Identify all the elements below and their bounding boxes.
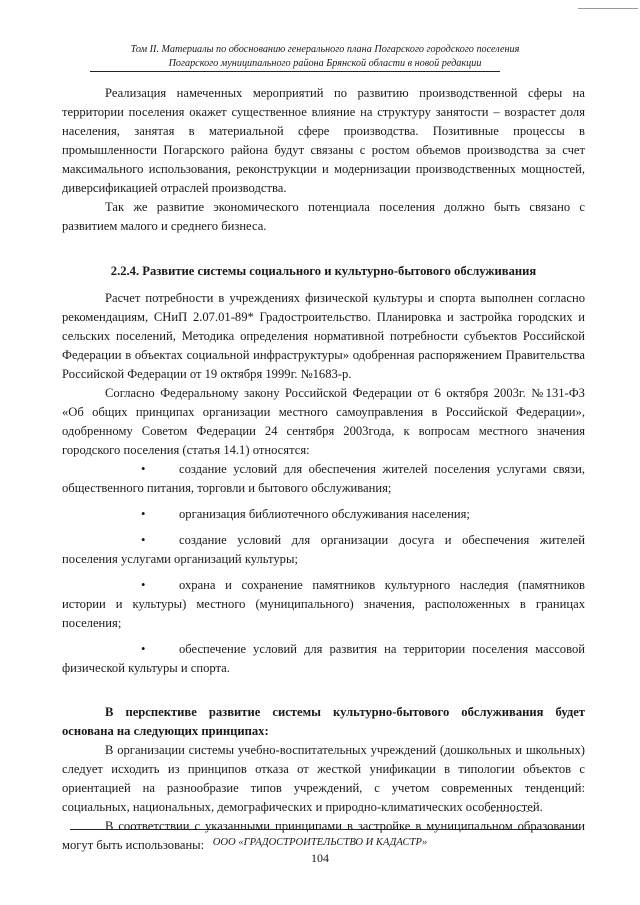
- paragraph-principles-heading: В перспективе развитие системы культурно-бытового обслуживания будет основана на следующих принципах:: [62, 705, 585, 738]
- bullet-icon: •: [141, 533, 146, 547]
- list-item: • создание условий для обеспечения жителей поселения услугами связи, общественного питания, торговли и бытового обслуживания;: [62, 462, 585, 495]
- section-heading: 2.2.4. Развитие системы социального и культурно-бытового обслуживания: [110, 264, 537, 278]
- local-issues-list: [62, 460, 585, 678]
- bullet-icon: •: [141, 642, 146, 656]
- header-line-1: Том II. Материалы по обоснованию генерального плана Погарского городского поселения: [130, 44, 520, 55]
- list-item: • создание условий для организации досуга и обеспечения жителей поселения услугами организаций культуры;: [62, 533, 585, 566]
- bullet-icon: •: [141, 462, 146, 476]
- bullet-icon: •: [141, 507, 146, 521]
- list-item: • обеспечение условий для развития на территории поселения массовой физической культуры и спорта.: [62, 642, 585, 675]
- paragraph-sport-calculation: Расчет потребности в учреждениях физической культуры и спорта выполнен согласно рекомендациям, СНиП 2.07.01-89* Градостроительство. Планировка и застройка городских и сельских поселений, Методика определения нормативной потребности субъектов Российской Федерации в объектах социальной инфраструктуры» одобренная распоряжением Правительства Российской Федерации от 19 октября 1999г. №1683-р.: [62, 291, 585, 381]
- footer-rule: [70, 829, 580, 830]
- list-item: • организация библиотечного обслуживания населения;: [62, 505, 585, 524]
- paragraph-education: В организации системы учебно-воспитательных учреждений (дошкольных и школьных) следует исходить из принципов отказа от жесткой унификации в типологии объектов с ориентацией на разнообразие типов учреждений, с учетом современных тенденций: социальных, национальных, демографических и природно-климатических особенностей.: [62, 743, 585, 814]
- scan-dash-mark: [486, 811, 534, 812]
- paragraph-employment: Реализация намеченных мероприятий по развитию производственной сферы на территории поселения окажет существенное влияние на структуру занятости – возрастет доля населения, занятая в материальной сфере производства. Позитивные процессы в промышленности Погарского района будут связаны с ростом объемов производства за счет максимального использования, реконструкции и модернизации производственных мощностей, диверсификацией отраслей производства.: [62, 86, 585, 195]
- header-rule: [90, 71, 500, 72]
- page-number: 104: [311, 851, 329, 865]
- paragraph-federal-law: Согласно Федеральному закону Российской Федерации от 6 октября 2003г. №131-ФЗ «Об общих принципах организации местного самоуправления в Российской Федерации», одобренному Советом Федерации 24 сентября 2003года, к вопросам местного значения городского поселения (статья 14.1) относятся:: [62, 386, 585, 457]
- header-line-2: Погарского муниципального района Брянской области в новой редакции: [168, 58, 482, 69]
- paragraph-small-business: Так же развитие экономического потенциала поселения должно быть связано с развитием малого и среднего бизнеса.: [62, 200, 585, 233]
- bullet-icon: •: [141, 578, 146, 592]
- list-item: • охрана и сохранение памятников культурного наследия (памятников истории и культуры) местного (муниципального) значения, расположенных в границах поселения;: [62, 578, 585, 630]
- page-body: [62, 84, 585, 855]
- scan-corner-line: [578, 8, 638, 9]
- running-header: [60, 43, 590, 71]
- paragraph-conclusion: В соответствии с указанными принципами в застройке в муниципальном образовании могут быть использованы:: [62, 819, 585, 852]
- footer-company: ООО «ГРАДОСТРОИТЕЛЬСТВО И КАДАСТР»: [212, 837, 428, 848]
